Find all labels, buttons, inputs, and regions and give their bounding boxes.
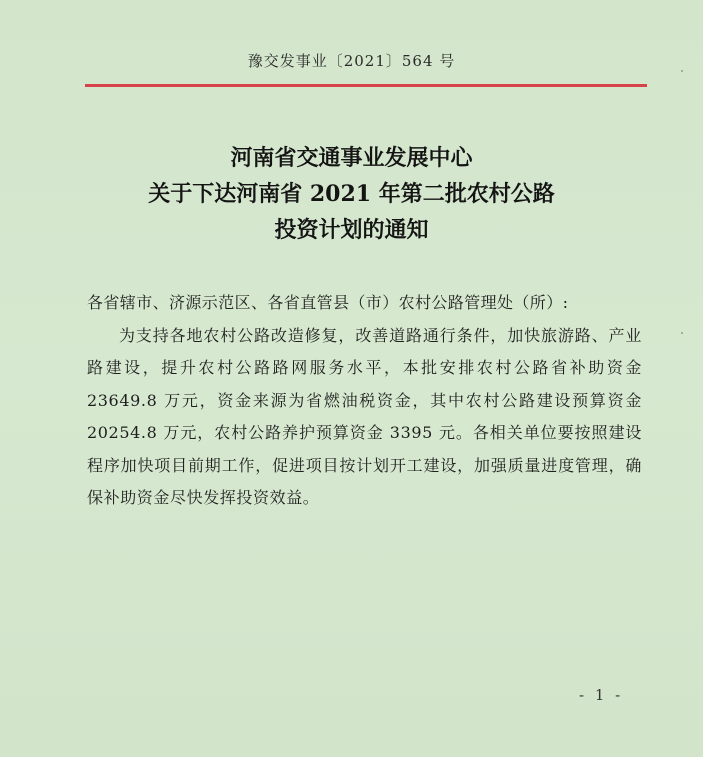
title-line-1: 河南省交通事业发展中心 [230,145,473,171]
title-line-3: 投资计划的通知 [274,217,429,243]
scan-speck [681,332,683,334]
page-number: - 1 - [579,686,624,704]
document-number: 豫交发事业〔2021〕564 号 [247,52,456,70]
red-separator-line [85,84,647,87]
scan-speck [681,70,683,72]
document-title [0,140,703,248]
body-paragraph: 为支持各地农村公路改造修复，改善道路通行条件，加快旅游路、产业路建设，提升农村公路路网服务水平，本批安排农村公路省补助资金 23649.8 万元，资金来源为省燃油税资金，其中农村公路建设预算资金 20254.8 万元，农村公路养护预算资金 3395 元。各相关单位要按照建设程序加快项目前期工作，促进项目按计划开工建设，加强质量进度管理，确保补助资金尽快发挥投资效益。 [87,325,642,507]
title-line-2: 关于下达河南省 2021 年第二批农村公路 [148,181,555,207]
salutation: 各省辖市、济源示范区、各省直管县（市）农村公路管理处（所）: [87,293,569,312]
document-body [87,287,642,515]
